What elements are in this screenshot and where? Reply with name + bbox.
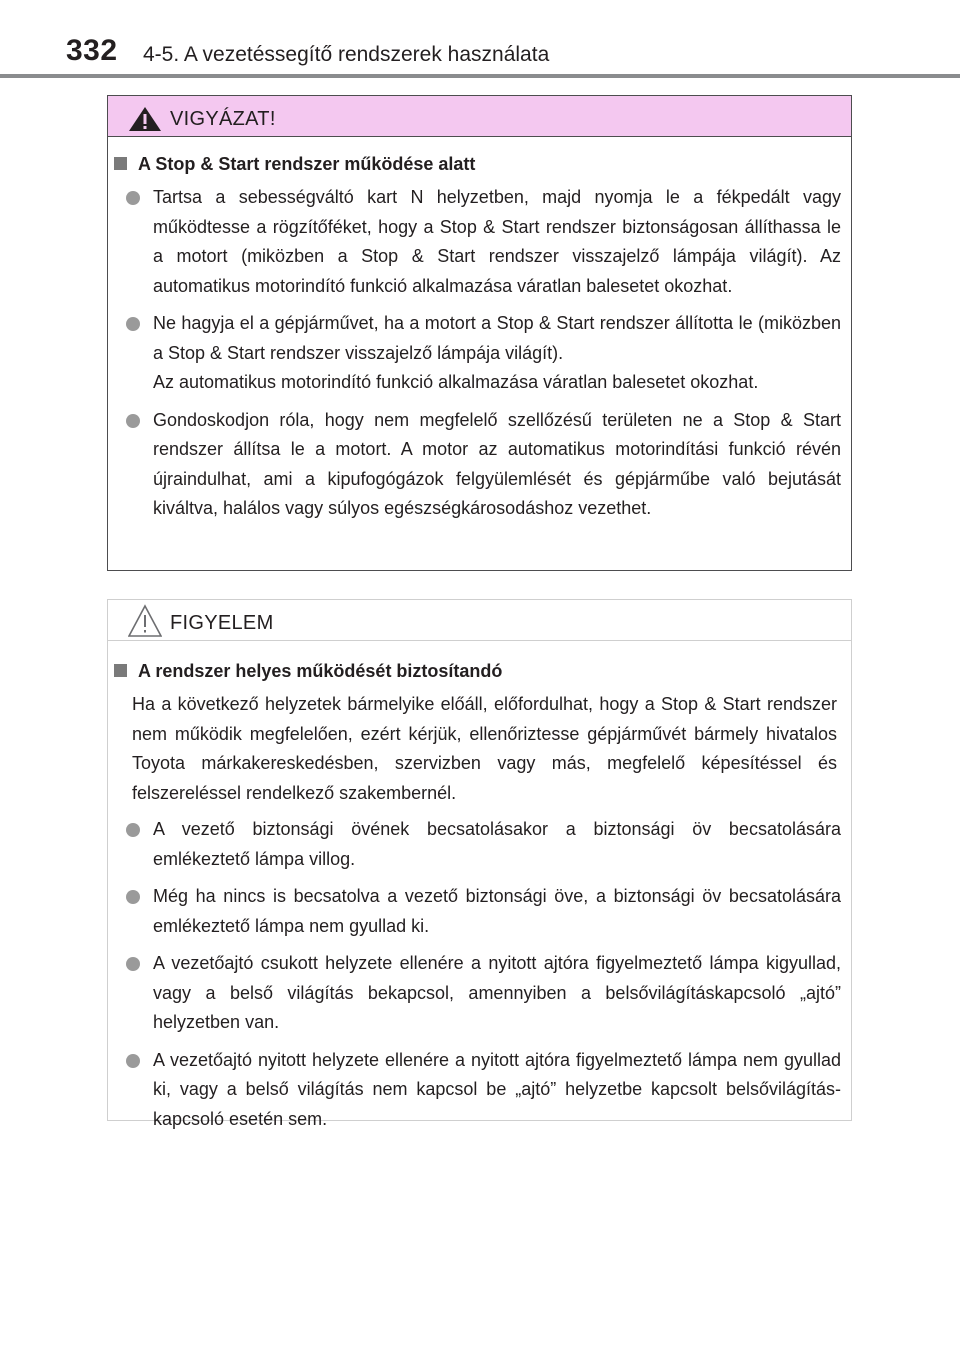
warning-triangle-filled-icon <box>128 106 162 132</box>
caution-item-text: A vezetőajtó nyitott helyzete ellenére a nyitott ajtóra figyelmeztető lámpa nem gyullad ki, vagy a belső világítás nem kapcsol be „ajtó” helyzetbe kapcsolt belsővilágítás-kapcsoló esetén sem. <box>153 1049 841 1129</box>
round-bullet-icon <box>126 317 140 331</box>
warning-body <box>108 153 851 532</box>
caution-subheading <box>114 660 851 682</box>
caution-body <box>108 660 851 1142</box>
warning-item <box>153 183 841 301</box>
page-number: 332 <box>66 34 118 67</box>
round-bullet-icon <box>126 414 140 428</box>
warning-item <box>153 309 841 398</box>
caution-item <box>153 882 841 941</box>
caution-box <box>107 599 852 1129</box>
warning-item <box>153 406 841 524</box>
round-bullet-icon <box>126 1054 140 1068</box>
caution-item-text: A vezető biztonsági övének becsatolásakor a biztonsági öv becsatolására emlékeztető lámpa villog. <box>153 819 841 869</box>
caution-item <box>153 949 841 1038</box>
warning-subheading-text: A Stop & Start rendszer működése alatt <box>138 154 476 174</box>
warning-item-text: Gondoskodjon róla, hogy nem megfelelő szellőzésű területen ne a Stop & Start rendszer állítsa le a motort. A motor az automatikus motorindítási funkció révén újraindulhat, ami a kipufogógázok felgyülemlését és gépjárműbe való bejutását kiváltva, halálos vagy súlyos egészségkárosodáshoz vezethet. <box>153 409 841 518</box>
warning-item-text: Ne hagyja el a gépjárművet, ha a motort a Stop & Start rendszer állította le (miközben a Stop & Start rendszer visszajelző lámpája világít). <box>153 313 841 363</box>
caution-item-text: Még ha nincs is becsatolva a vezető biztonsági öve, a biztonsági öv becsatolására emlékeztető lámpa nem gyullad ki. <box>153 886 841 936</box>
warning-header <box>108 96 851 137</box>
round-bullet-icon <box>126 823 140 837</box>
section-title: 4-5. A vezetéssegítő rendszerek használata <box>143 43 550 66</box>
round-bullet-icon <box>126 191 140 205</box>
round-bullet-icon <box>126 890 140 904</box>
caution-header <box>108 600 851 641</box>
caution-item <box>153 815 841 874</box>
square-bullet-icon <box>114 157 127 170</box>
caution-item-text: A vezetőajtó csukott helyzete ellenére a nyitott ajtóra figyelmeztető lámpa kigyullad, vagy a belső világítás bekapcsol, amennyiben a belsővilágításkapcsoló „ajtó” helyzetben van. <box>153 953 841 1032</box>
warning-title: VIGYÁZAT! <box>170 108 276 130</box>
caution-item <box>153 1046 841 1135</box>
caution-intro: Ha a következő helyzetek bármelyike előáll, előfordulhat, hogy a Stop & Start rendszer nem működik megfelelően, ezért kérjük, ellenőriztesse gépjárművét bármely hivatalos Toyota márkakereskedésben, szervizben vagy más, megfelelő képesítéssel és felszereléssel rendelkező szakembernél. <box>132 694 837 803</box>
square-bullet-icon <box>114 664 127 677</box>
warning-subheading <box>114 153 851 175</box>
warning-box <box>107 95 852 571</box>
warning-item-text-continued: Az automatikus motorindító funkció alkalmazása váratlan balesetet okozhat. <box>153 372 759 392</box>
warning-triangle-outline-icon <box>128 604 162 638</box>
caution-title: FIGYELEM <box>170 612 274 634</box>
header-divider <box>0 74 960 78</box>
round-bullet-icon <box>126 957 140 971</box>
caution-subheading-text: A rendszer helyes működését biztosítandó <box>138 661 503 681</box>
page-header <box>0 0 960 76</box>
warning-item-text: Tartsa a sebességváltó kart N helyzetben, majd nyomja le a fékpedált vagy működtesse a rögzítőféket, hogy a Stop & Start rendszer biztonságosan állíthassa le a motort (miközben a Stop & Start rendszer visszajelző lámpája világít). Az automatikus motorindító funkció alkalmazása váratlan balesetet okozhat. <box>153 187 841 296</box>
